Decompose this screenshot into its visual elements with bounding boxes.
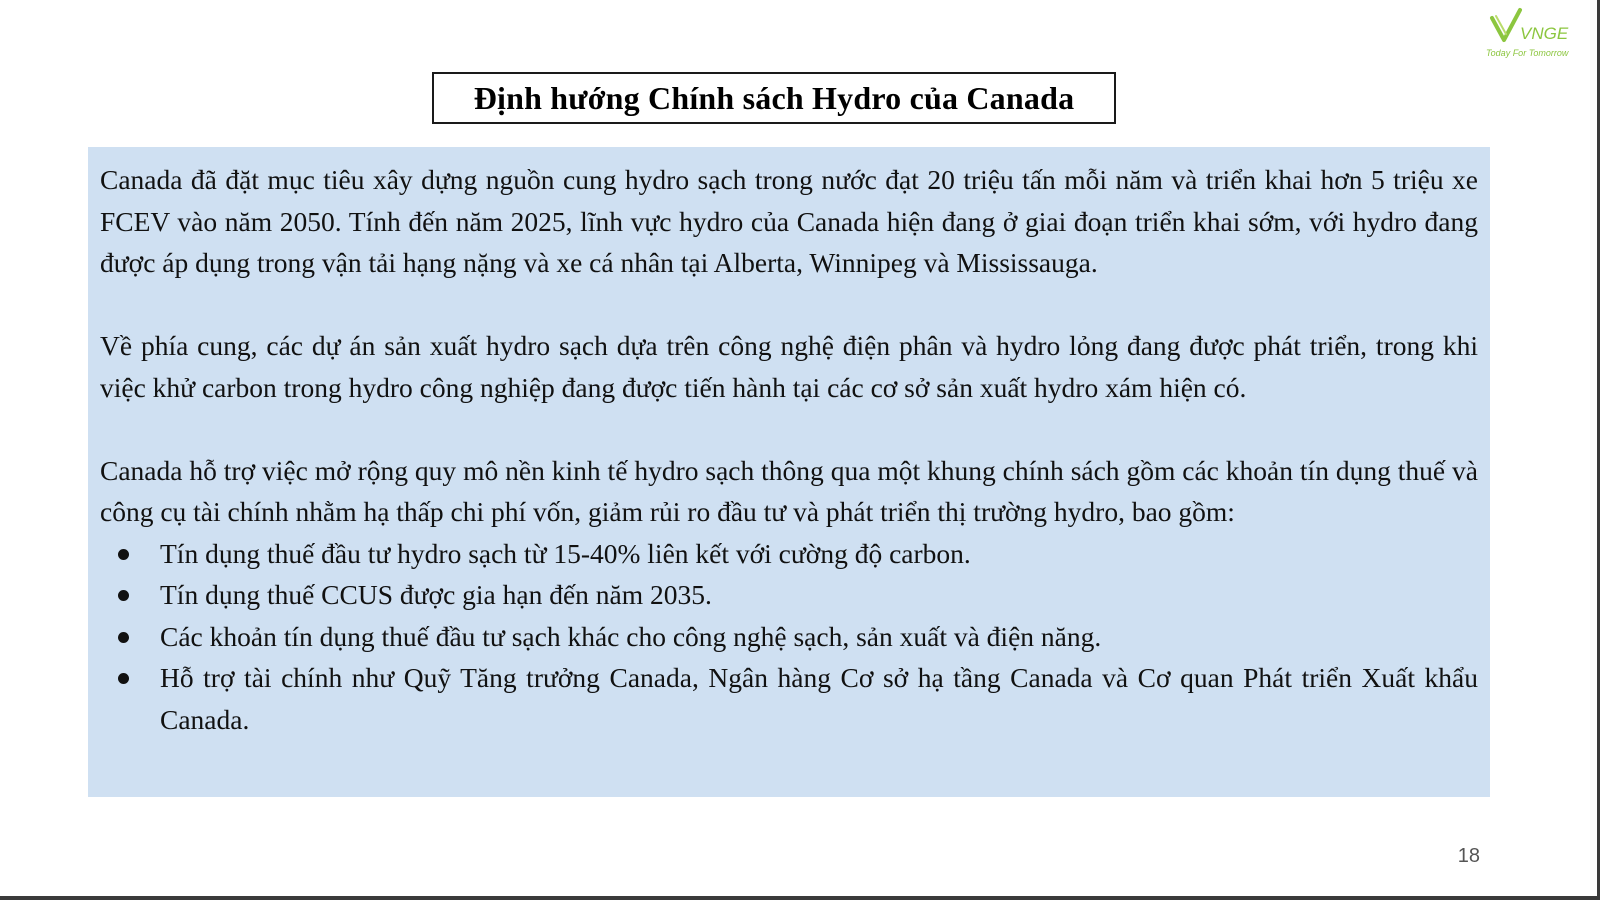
paragraph-targets: Canada đã đặt mục tiêu xây dựng nguồn cung hydro sạch trong nước đạt 20 triệu tấn mỗi năm và triển khai hơn 5 triệu xe FCEV vào năm 2050. Tính đến năm 2025, lĩnh vực hydro của Canada hiện đang ở giai đoạn triển khai sớm, với hydro đang được áp dụng trong vận tải hạng nặng và xe cá nhân tại Alberta, Winnipeg và Mississauga. bbox=[100, 164, 1478, 278]
bullet-icon bbox=[118, 632, 129, 643]
vnge-logo-icon bbox=[1486, 6, 1596, 62]
bullet-icon bbox=[118, 590, 129, 601]
list-item-text: Tín dụng thuế đầu tư hydro sạch từ 15-40% liên kết với cường độ carbon. bbox=[160, 537, 971, 569]
content-panel bbox=[88, 147, 1490, 797]
paragraph-policy: Canada hỗ trợ việc mở rộng quy mô nền kinh tế hydro sạch thông qua một khung chính sách gồm các khoản tín dụng thuế và công cụ tài chính nhằm hạ thấp chi phí vốn, giảm rủi ro đầu tư và phát triển thị trường hydro, bao gồm: bbox=[100, 454, 1478, 527]
list-item bbox=[100, 533, 1478, 575]
slide-bottom-edge bbox=[0, 896, 1600, 900]
list-item bbox=[100, 574, 1478, 616]
logo-tagline: Today For Tomorrow bbox=[1486, 48, 1569, 58]
slide-title-box bbox=[432, 72, 1116, 124]
page-number: 18 bbox=[1457, 845, 1480, 867]
bullet-icon bbox=[118, 549, 129, 560]
slide-title: Định hướng Chính sách Hydro của Canada bbox=[473, 79, 1075, 116]
list-item-text: Tín dụng thuế CCUS được gia hạn đến năm 2035. bbox=[160, 579, 712, 610]
list-item-text: Các khoản tín dụng thuế đầu tư sạch khác cho công nghệ sạch, sản xuất và điện năng. bbox=[160, 620, 1102, 652]
logo-name: VNGE bbox=[1520, 24, 1569, 43]
list-item-text: Hỗ trợ tài chính như Quỹ Tăng trưởng Canada, Ngân hàng Cơ sở hạ tầng Canada và Cơ quan Phát triển Xuất khẩu Canada. bbox=[160, 662, 1478, 735]
list-item bbox=[100, 616, 1478, 658]
list-item bbox=[100, 657, 1478, 740]
policy-bullet-list bbox=[100, 533, 1478, 741]
bullet-icon bbox=[118, 673, 129, 684]
paragraph-supply: Về phía cung, các dự án sản xuất hydro sạch dựa trên công nghệ điện phân và hydro lỏng đang được phát triển, trong khi việc khử carbon trong hydro công nghiệp đang được tiến hành tại các cơ sở sản xuất hydro xám hiện có. bbox=[100, 330, 1478, 403]
